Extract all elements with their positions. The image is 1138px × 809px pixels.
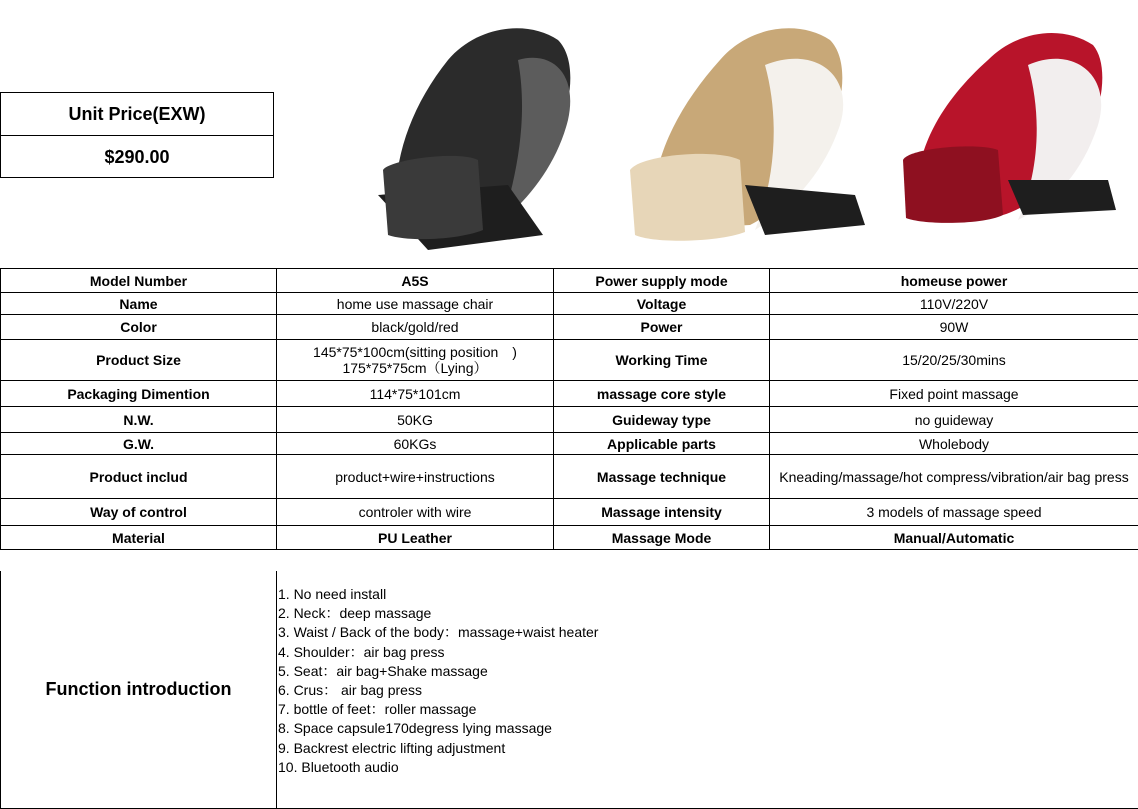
spec-value: 60KGs [277, 433, 554, 455]
spec-label: Working Time [554, 340, 770, 381]
spec-label: Power [554, 315, 770, 340]
spec-value: 15/20/25/30mins [770, 340, 1138, 381]
spec-value: home use massage chair [277, 293, 554, 315]
spec-value: controler with wire [277, 499, 554, 526]
spec-value: product+wire+instructions [277, 455, 554, 499]
spec-label: Way of control [1, 499, 277, 526]
spec-label: Massage technique [554, 455, 770, 499]
spec-label: Product Size [1, 340, 277, 381]
spec-value: 3 models of massage speed [770, 499, 1138, 526]
spec-row [1, 269, 1138, 293]
spec-label: Massage Mode [554, 526, 770, 550]
spec-row [1, 340, 1138, 381]
function-item: 10. Bluetooth audio [278, 758, 399, 775]
spec-label: Model Number [1, 269, 277, 293]
unit-price-value: $290.00 [104, 146, 170, 167]
spec-row [1, 293, 1138, 315]
product-image-black [368, 20, 588, 256]
spec-value: Fixed point massage [770, 381, 1138, 407]
spec-value: A5S [277, 269, 554, 293]
spec-label: Name [1, 293, 277, 315]
spec-label: massage core style [554, 381, 770, 407]
massage-chair-black-picture [368, 20, 588, 256]
function-introduction-label: Function introduction [1, 571, 277, 808]
spec-value: 50KG [277, 407, 554, 433]
massage-chair-gold-picture [625, 20, 865, 256]
spec-value: PU Leather [277, 526, 554, 550]
spec-label: Power supply mode [554, 269, 770, 293]
spec-value: 90W [770, 315, 1138, 340]
spec-row [1, 381, 1138, 407]
spec-label: Applicable parts [554, 433, 770, 455]
function-introduction [0, 571, 1138, 809]
spec-label: Massage intensity [554, 499, 770, 526]
spec-label: Guideway type [554, 407, 770, 433]
function-item: 6. Crus： air bag press [278, 682, 422, 699]
spec-row [1, 407, 1138, 433]
spec-row [1, 526, 1138, 550]
spec-value: homeuse power [770, 269, 1138, 293]
function-item: 7. bottle of feet：roller massage [278, 701, 477, 718]
spec-value: Manual/Automatic [770, 526, 1138, 550]
spec-value: 145*75*100cm(sitting position ) 175*75*75cm（Lying） [277, 340, 554, 381]
spec-value: 110V/220V [770, 293, 1138, 315]
massage-chair-red-picture [898, 20, 1118, 256]
spec-row [1, 499, 1138, 526]
function-item: 2. Neck：deep massage [278, 605, 432, 622]
specs-table [0, 268, 1138, 550]
spec-label: Material [1, 526, 277, 550]
spec-row [1, 433, 1138, 455]
spec-row [1, 455, 1138, 499]
product-image-gold [625, 20, 865, 256]
spec-value: Kneading/massage/hot compress/vibration/air bag press [770, 455, 1138, 499]
spec-label: Voltage [554, 293, 770, 315]
function-list [278, 585, 598, 777]
spec-label: Product includ [1, 455, 277, 499]
function-item: 5. Seat：air bag+Shake massage [278, 662, 488, 679]
spec-value: black/gold/red [277, 315, 554, 340]
unit-price-box [0, 92, 274, 178]
spec-label: Packaging Dimention [1, 381, 277, 407]
function-item: 8. Space capsule170degress lying massage [278, 720, 552, 737]
spec-label: Color [1, 315, 277, 340]
product-image-red [898, 20, 1118, 256]
function-item: 4. Shoulder：air bag press [278, 643, 445, 660]
spec-row [1, 315, 1138, 340]
spec-label: N.W. [1, 407, 277, 433]
function-item: 1. No need install [278, 586, 387, 602]
spec-value: 114*75*101cm [277, 381, 554, 407]
spec-label: G.W. [1, 433, 277, 455]
function-item: 9. Backrest electric lifting adjustment [278, 739, 506, 756]
unit-price-label: Unit Price(EXW) [1, 93, 273, 136]
spec-value: Wholebody [770, 433, 1138, 455]
spec-value: no guideway [770, 407, 1138, 433]
function-item: 3. Waist / Back of the body：massage+waist heater [278, 624, 599, 641]
